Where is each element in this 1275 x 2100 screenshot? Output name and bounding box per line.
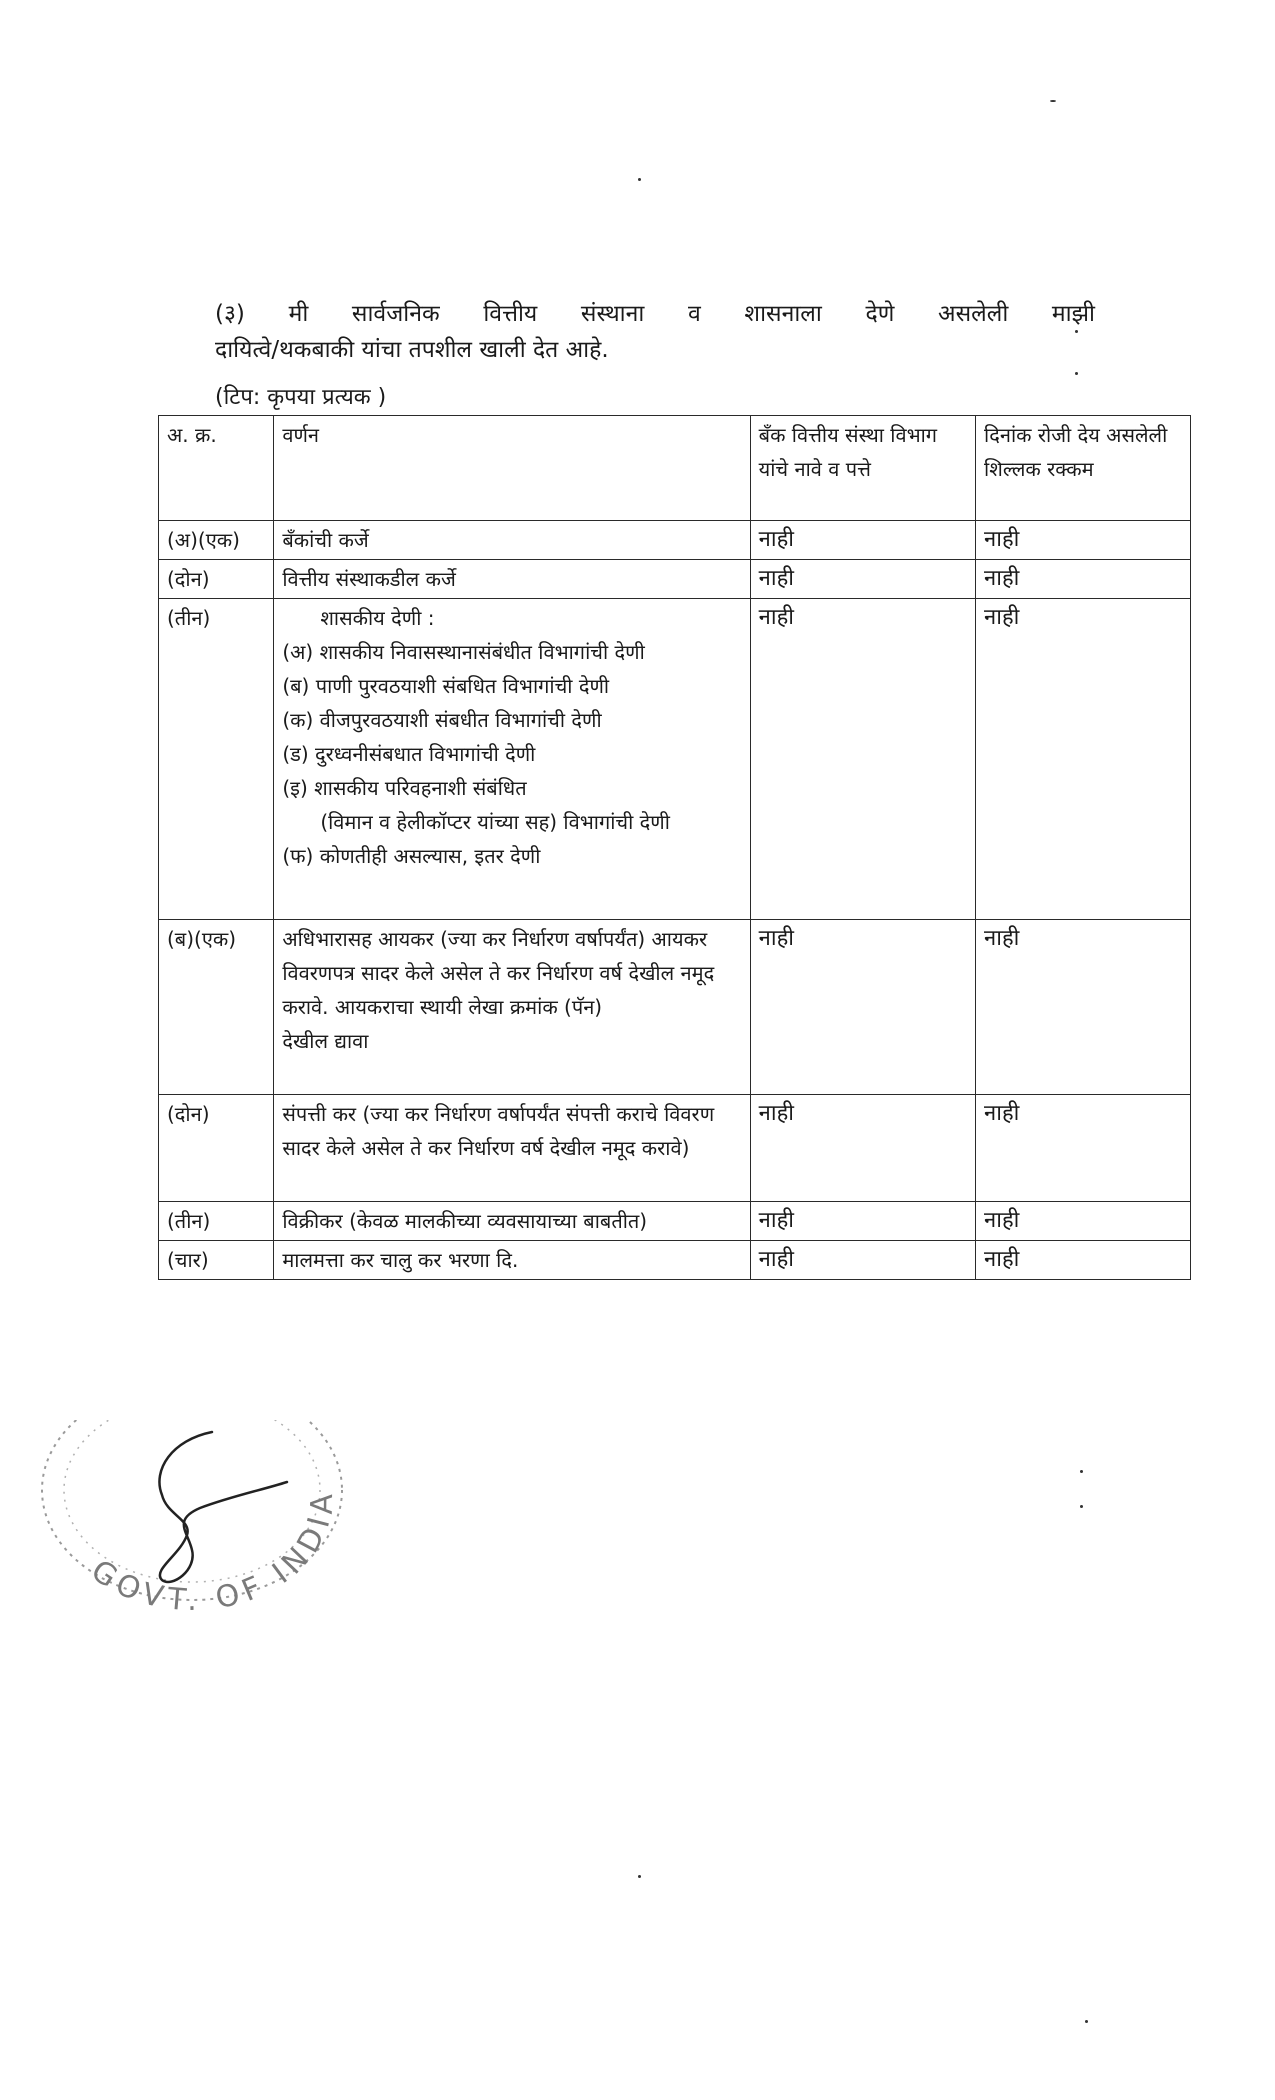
row-amount: नाही	[976, 560, 1191, 599]
row-amount: नाही	[976, 521, 1191, 560]
intro-paragraph	[215, 296, 1095, 368]
scan-speck	[1080, 1470, 1083, 1473]
header-bank: बँक वित्तीय संस्था विभाग यांचे नावे व पत्ते	[750, 416, 975, 521]
row-amount: नाही	[976, 920, 1191, 1095]
header-description: वर्णन	[274, 416, 750, 521]
header-amount: दिनांक रोजी देय असलेली शिल्लक रक्कम	[976, 416, 1191, 521]
row-serial: (अ)(एक)	[159, 521, 274, 560]
row-amount: नाही	[976, 599, 1191, 920]
row-description-item: (क) वीजपुरवठयाशी संबधीत विभागांची देणी	[282, 708, 602, 732]
header-serial: अ. क्र.	[159, 416, 274, 521]
row-bank: नाही	[750, 560, 975, 599]
table-row	[159, 521, 1191, 560]
official-seal-stamp	[22, 1420, 362, 1620]
row-amount: नाही	[976, 1241, 1191, 1280]
seal-text	[85, 1488, 341, 1618]
row-serial: (दोन)	[159, 560, 274, 599]
row-serial: (तीन)	[159, 599, 274, 920]
row-description-item: (फ) कोणतीही असल्यास, इतर देणी	[282, 844, 541, 868]
table-row	[159, 920, 1191, 1095]
scan-speck	[638, 178, 641, 181]
row-description-item: (ड) दुरध्वनीसंबधात विभागांची देणी	[282, 742, 536, 766]
row-description-tail: देखील द्यावा	[282, 1029, 369, 1053]
scan-speck	[1050, 100, 1056, 102]
row-bank: नाही	[750, 1095, 975, 1202]
table-row	[159, 1095, 1191, 1202]
row-description: बँकांची कर्जे	[274, 521, 750, 560]
row-amount: नाही	[976, 1202, 1191, 1241]
note-text: (टिप: कृपया प्रत्यक )	[215, 385, 387, 410]
row-description: संपत्ती कर (ज्या कर निर्धारण वर्षापर्यंत संपत्ती कराचे विवरण सादर केले असेल ते कर निर्धारण वर्ष देखील नमूद करावे)	[274, 1095, 750, 1202]
row-description-item: (अ) शासकीय निवासस्थानासंबंधीत विभागांची देणी	[282, 640, 645, 664]
seal-text-path: GOVT. OF INDIA	[84, 1487, 341, 1619]
table-header-row	[159, 416, 1191, 521]
row-description-text: अधिभारासह आयकर (ज्या कर निर्धारण वर्षापर्यंत) आयकर विवरणपत्र सादर केले असेल ते कर निर्धारण वर्ष देखील नमूद करावे. आयकराचा स्थायी लेखा क्रमांक (पॅन)	[282, 927, 715, 1019]
row-serial: (चार)	[159, 1241, 274, 1280]
row-description-item: (इ) शासकीय परिवहनाशी संबंधित	[282, 776, 527, 800]
row-description-item: (विमान व हेलीकॉप्टर यांच्या सह) विभागांची देणी	[320, 810, 670, 834]
table-row	[159, 1241, 1191, 1280]
row-description-head: शासकीय देणी :	[320, 606, 435, 630]
row-bank: नाही	[750, 1241, 975, 1280]
intro-line-1: (३) मी सार्वजनिक वित्तीय संस्थाना व शासनाला देणे असलेली माझी	[215, 301, 1095, 327]
intro-line-2: दायित्वे/थकबाकी यांचा तपशील खाली देत आहे.	[215, 337, 609, 363]
scan-speck	[638, 1875, 641, 1878]
row-bank: नाही	[750, 920, 975, 1095]
table-row	[159, 599, 1191, 920]
row-bank: नाही	[750, 1202, 975, 1241]
row-serial: (दोन)	[159, 1095, 274, 1202]
signature-mark	[159, 1432, 287, 1582]
row-description-item: (ब) पाणी पुरवठयाशी संबधित विभागांची देणी	[282, 674, 610, 698]
row-description: मालमत्ता कर चालु कर भरणा दि.	[274, 1241, 750, 1280]
row-description	[274, 920, 750, 1095]
scan-speck	[1075, 372, 1078, 375]
row-description: विक्रीकर (केवळ मालकीच्या व्यवसायाच्या बाबतीत)	[274, 1202, 750, 1241]
row-serial: (ब)(एक)	[159, 920, 274, 1095]
scan-speck	[1080, 1505, 1083, 1508]
row-bank: नाही	[750, 599, 975, 920]
table-row	[159, 560, 1191, 599]
row-bank: नाही	[750, 521, 975, 560]
row-amount: नाही	[976, 1095, 1191, 1202]
row-description: वित्तीय संस्थाकडील कर्जे	[274, 560, 750, 599]
row-serial: (तीन)	[159, 1202, 274, 1241]
scan-speck	[1085, 2020, 1088, 2023]
table-row	[159, 1202, 1191, 1241]
row-description	[274, 599, 750, 920]
dues-table	[158, 415, 1191, 1280]
